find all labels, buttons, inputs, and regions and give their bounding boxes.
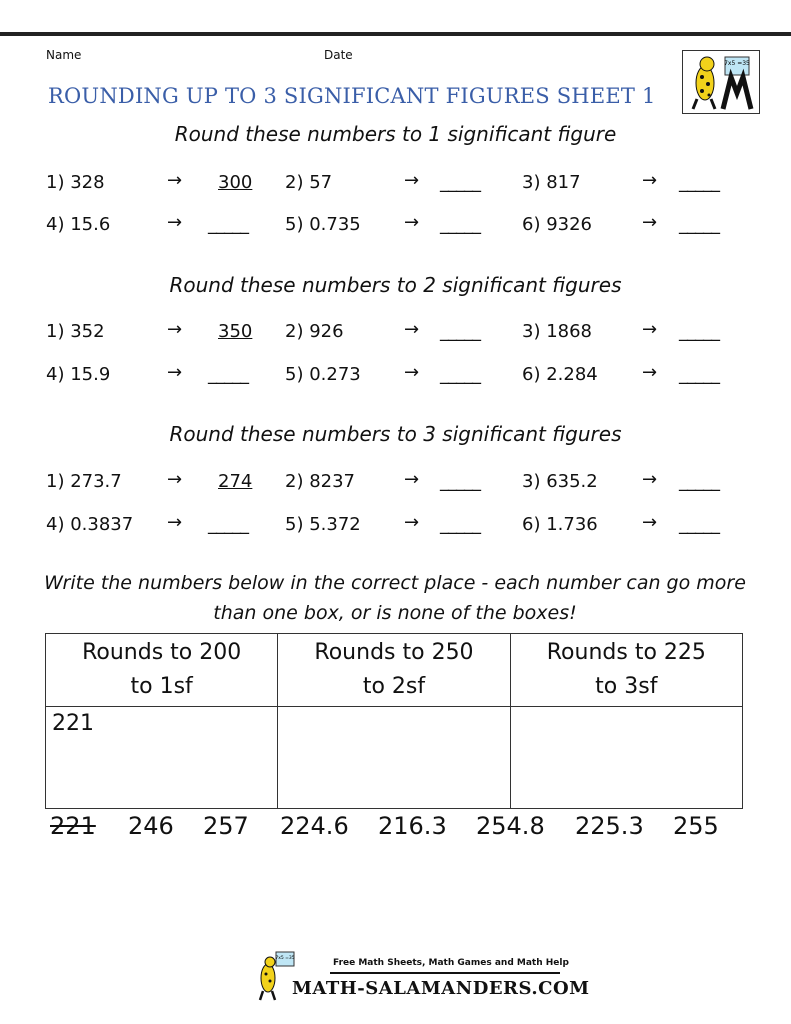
answer-blank[interactable]: _____ [679, 514, 719, 535]
column-header: Rounds to 200 to 1sf [46, 634, 278, 707]
answer-blank[interactable]: _____ [679, 172, 719, 193]
answer-blank[interactable]: _____ [208, 514, 248, 535]
arrow-icon: → [642, 319, 658, 340]
question-label: 2) 57 [285, 172, 333, 193]
footer-board-text: 7x5 =35 [275, 956, 295, 961]
footer-logo [256, 950, 296, 1006]
section-3-heading: Round these numbers to 3 significant figures [169, 422, 622, 446]
question-label: 6) 1.736 [522, 514, 598, 535]
question-label: 6) 9326 [522, 214, 593, 235]
answer-blank[interactable]: _____ [440, 321, 480, 342]
name-label: Name [46, 48, 82, 62]
arrow-icon: → [642, 362, 658, 383]
answer-blank[interactable]: _____ [440, 172, 480, 193]
answer-blank[interactable]: _____ [440, 214, 480, 235]
answer-blank[interactable]: _____ [440, 364, 480, 385]
question-label: 1) 352 [46, 321, 105, 342]
section-1-heading: Round these numbers to 1 significant figure [174, 122, 617, 146]
answer-blank[interactable]: _____ [208, 364, 248, 385]
question-label: 4) 0.3837 [46, 514, 134, 535]
arrow-icon: → [404, 319, 420, 340]
question-label: 4) 15.6 [46, 214, 111, 235]
number-option: 254.8 [476, 812, 545, 840]
number-option: 225.3 [575, 812, 644, 840]
arrow-icon: → [167, 319, 183, 340]
arrow-icon: → [167, 212, 183, 233]
answer-box[interactable] [510, 707, 742, 809]
question-label: 5) 0.735 [285, 214, 361, 235]
question-label: 2) 926 [285, 321, 344, 342]
answer-blank[interactable]: _____ [679, 364, 719, 385]
answer-blank[interactable]: _____ [208, 214, 248, 235]
answer-blank[interactable]: _____ [679, 214, 719, 235]
question-label: 3) 817 [522, 172, 581, 193]
question-label: 5) 5.372 [285, 514, 361, 535]
arrow-icon: → [642, 170, 658, 191]
number-option-crossed: 221 [50, 812, 96, 840]
section-2-heading: Round these numbers to 2 significant figures [169, 273, 622, 297]
answer-box[interactable] [46, 707, 278, 809]
logo-board-text: 7x5 =35 [724, 60, 750, 67]
column-header: Rounds to 250 to 2sf [278, 634, 510, 707]
arrow-icon: → [404, 212, 420, 233]
footer-brand[interactable]: MATH-SALAMANDERS.COM [292, 978, 590, 999]
answer-box[interactable] [278, 707, 510, 809]
salamander-logo [682, 50, 760, 114]
number-option: 255 [673, 812, 719, 840]
arrow-icon: → [642, 469, 658, 490]
question-label: 1) 328 [46, 172, 105, 193]
box-entry: 221 [52, 711, 94, 736]
arrow-icon: → [167, 362, 183, 383]
answer-blank[interactable]: _____ [440, 514, 480, 535]
worksheet-title: ROUNDING UP TO 3 SIGNIFICANT FIGURES SHEET 1 [48, 84, 656, 108]
top-rule [0, 32, 791, 36]
answer-blank[interactable]: _____ [679, 471, 719, 492]
question-label: 6) 2.284 [522, 364, 598, 385]
number-option: 257 [203, 812, 249, 840]
arrow-icon: → [404, 170, 420, 191]
column-header: Rounds to 225 to 3sf [510, 634, 742, 707]
footer-tagline: Free Math Sheets, Math Games and Math Help [333, 958, 569, 968]
answer-value: 350 [218, 321, 253, 342]
question-label: 4) 15.9 [46, 364, 111, 385]
question-label: 2) 8237 [285, 471, 356, 492]
arrow-icon: → [404, 362, 420, 383]
question-label: 3) 1868 [522, 321, 593, 342]
question-label: 5) 0.273 [285, 364, 361, 385]
sorting-table [45, 633, 743, 809]
arrow-icon: → [642, 212, 658, 233]
answer-blank[interactable]: _____ [440, 471, 480, 492]
arrow-icon: → [404, 512, 420, 533]
number-option: 246 [128, 812, 174, 840]
answer-value: 274 [218, 471, 253, 492]
number-option: 216.3 [378, 812, 447, 840]
footer-rule [330, 972, 560, 974]
number-option: 224.6 [280, 812, 349, 840]
question-label: 3) 635.2 [522, 471, 598, 492]
arrow-icon: → [167, 170, 183, 191]
answer-value: 300 [218, 172, 253, 193]
arrow-icon: → [167, 512, 183, 533]
arrow-icon: → [167, 469, 183, 490]
arrow-icon: → [642, 512, 658, 533]
sorting-instructions: Write the numbers below in the correct place - each number can go more than one box, or is none of the boxes! [44, 572, 746, 624]
date-label: Date [324, 48, 353, 62]
answer-blank[interactable]: _____ [679, 321, 719, 342]
question-label: 1) 273.7 [46, 471, 122, 492]
arrow-icon: → [404, 469, 420, 490]
